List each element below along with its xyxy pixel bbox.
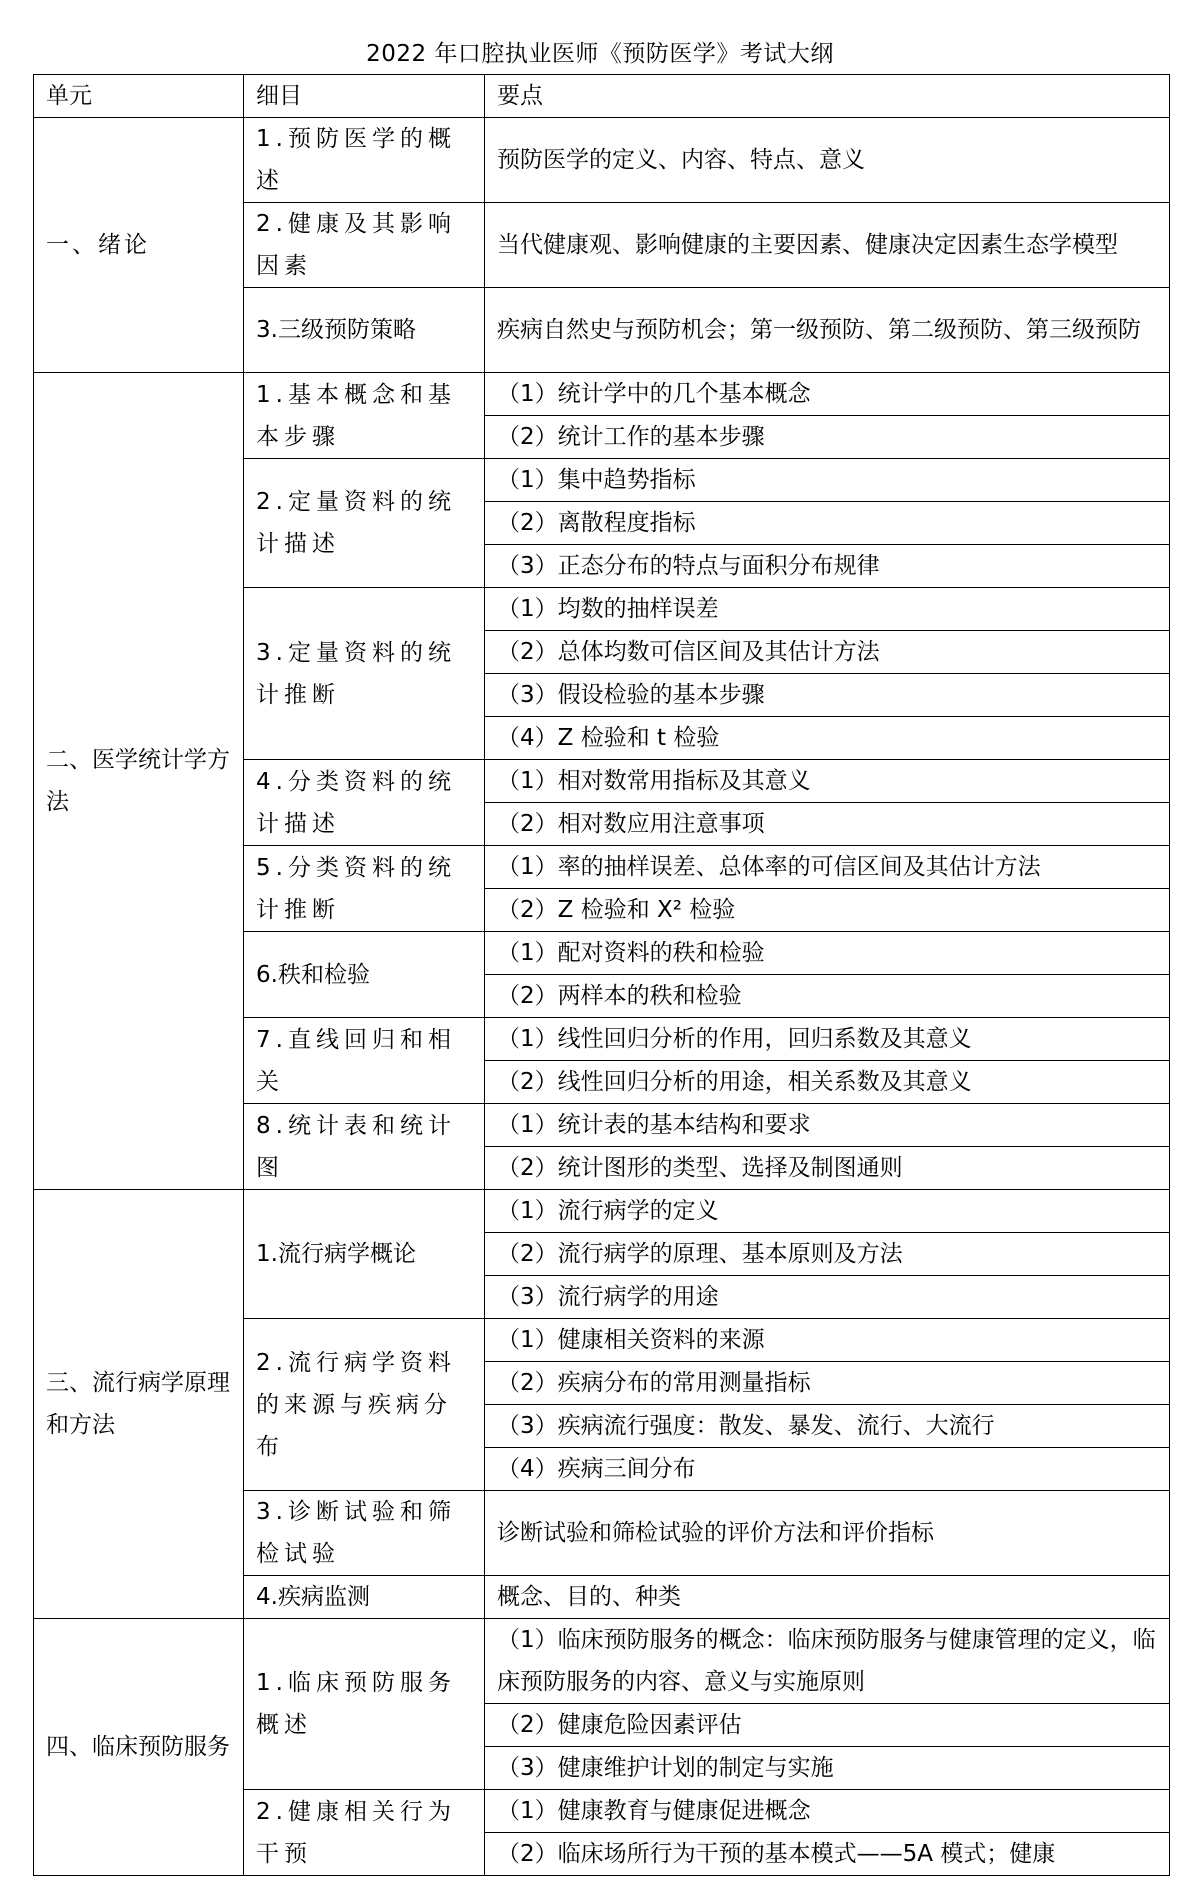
item-cell: 2.健康及其影响因素 — [244, 203, 485, 288]
point-cell: （2）流行病学的原理、基本原则及方法 — [485, 1233, 1170, 1276]
item-cell: 5.分类资料的统计推断 — [244, 846, 485, 932]
point-cell: （4）疾病三间分布 — [485, 1448, 1170, 1491]
item-cell: 3.诊断试验和筛检试验 — [244, 1491, 485, 1576]
point-cell: 疾病自然史与预防机会；第一级预防、第二级预防、第三级预防 — [485, 288, 1170, 373]
item-cell: 1.临床预防服务概述 — [244, 1619, 485, 1790]
point-cell: （2）疾病分布的常用测量指标 — [485, 1362, 1170, 1405]
header-points: 要点 — [485, 75, 1170, 118]
point-cell: （2）线性回归分析的用途，相关系数及其意义 — [485, 1061, 1170, 1104]
point-cell: （2）统计工作的基本步骤 — [485, 416, 1170, 459]
item-cell: 2.定量资料的统计描述 — [244, 459, 485, 588]
table-row — [34, 373, 1170, 416]
item-cell: 7.直线回归和相关 — [244, 1018, 485, 1104]
header-row — [34, 75, 1170, 118]
point-cell: 当代健康观、影响健康的主要因素、健康决定因素生态学模型 — [485, 203, 1170, 288]
table-row — [34, 1190, 1170, 1233]
table-row — [34, 118, 1170, 203]
point-cell: （1）率的抽样误差、总体率的可信区间及其估计方法 — [485, 846, 1170, 889]
item-cell: 1.预防医学的概述 — [244, 118, 485, 203]
point-cell: （2）离散程度指标 — [485, 502, 1170, 545]
unit-cell: 二、医学统计学方法 — [34, 373, 244, 1190]
point-cell: （1）配对资料的秩和检验 — [485, 932, 1170, 975]
point-cell: （3）正态分布的特点与面积分布规律 — [485, 545, 1170, 588]
point-cell: （1）相对数常用指标及其意义 — [485, 760, 1170, 803]
unit-cell: 三、流行病学原理和方法 — [34, 1190, 244, 1619]
item-cell: 4.分类资料的统计描述 — [244, 760, 485, 846]
point-cell: （3）假设检验的基本步骤 — [485, 674, 1170, 717]
point-cell: （1）临床预防服务的概念：临床预防服务与健康管理的定义，临床预防服务的内容、意义与实施原则 — [485, 1619, 1170, 1704]
point-cell: （3）健康维护计划的制定与实施 — [485, 1747, 1170, 1790]
exam-outline-table — [33, 74, 1170, 1876]
point-cell: （2）统计图形的类型、选择及制图通则 — [485, 1147, 1170, 1190]
point-cell: 诊断试验和筛检试验的评价方法和评价指标 — [485, 1491, 1170, 1576]
item-cell: 1.基本概念和基本步骤 — [244, 373, 485, 459]
point-cell: （1）统计表的基本结构和要求 — [485, 1104, 1170, 1147]
point-cell: （2）相对数应用注意事项 — [485, 803, 1170, 846]
point-cell: （1）健康相关资料的来源 — [485, 1319, 1170, 1362]
item-cell: 2.健康相关行为干预 — [244, 1790, 485, 1876]
unit-cell: 一、绪论 — [34, 118, 244, 373]
point-cell: （1）均数的抽样误差 — [485, 588, 1170, 631]
header-unit: 单元 — [34, 75, 244, 118]
point-cell: （1）线性回归分析的作用，回归系数及其意义 — [485, 1018, 1170, 1061]
header-item: 细目 — [244, 75, 485, 118]
item-cell: 3.定量资料的统计推断 — [244, 588, 485, 760]
point-cell: （1）统计学中的几个基本概念 — [485, 373, 1170, 416]
point-cell: （2）临床场所行为干预的基本模式——5A 模式；健康 — [485, 1833, 1170, 1876]
item-cell: 3.三级预防策略 — [244, 288, 485, 373]
point-cell: （2）Z 检验和 X² 检验 — [485, 889, 1170, 932]
item-cell: 6.秩和检验 — [244, 932, 485, 1018]
point-cell: （1）集中趋势指标 — [485, 459, 1170, 502]
table-row — [34, 1619, 1170, 1704]
item-cell: 8.统计表和统计图 — [244, 1104, 485, 1190]
point-cell: （2）健康危险因素评估 — [485, 1704, 1170, 1747]
document-title: 2022 年口腔执业医师《预防医学》考试大纲 — [366, 41, 834, 67]
point-cell: 概念、目的、种类 — [485, 1576, 1170, 1619]
item-cell: 1.流行病学概论 — [244, 1190, 485, 1319]
point-cell: （3）疾病流行强度：散发、暴发、流行、大流行 — [485, 1405, 1170, 1448]
point-cell: （3）流行病学的用途 — [485, 1276, 1170, 1319]
point-cell: （2）两样本的秩和检验 — [485, 975, 1170, 1018]
point-cell: 预防医学的定义、内容、特点、意义 — [485, 118, 1170, 203]
point-cell: （1）健康教育与健康促进概念 — [485, 1790, 1170, 1833]
point-cell: （1）流行病学的定义 — [485, 1190, 1170, 1233]
item-cell: 4.疾病监测 — [244, 1576, 485, 1619]
item-cell: 2.流行病学资料的来源与疾病分布 — [244, 1319, 485, 1491]
point-cell: （4）Z 检验和 t 检验 — [485, 717, 1170, 760]
unit-cell: 四、临床预防服务 — [34, 1619, 244, 1876]
point-cell: （2）总体均数可信区间及其估计方法 — [485, 631, 1170, 674]
